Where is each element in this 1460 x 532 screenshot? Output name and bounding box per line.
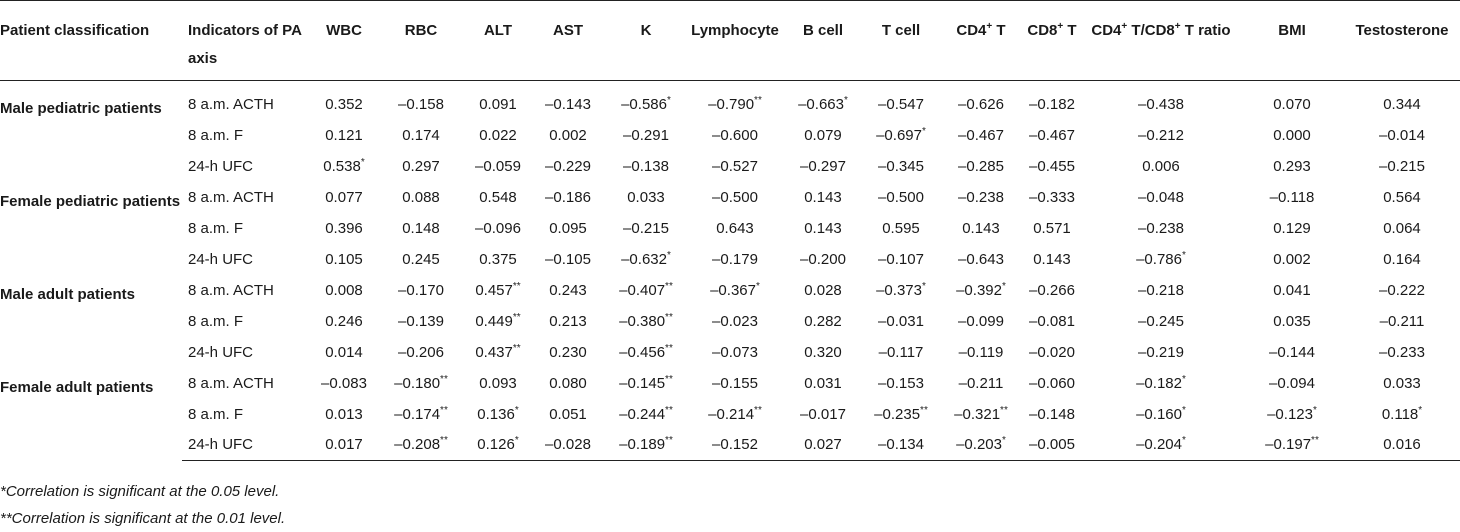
value-cell: –0.321** xyxy=(954,404,1008,423)
significance-marker: ** xyxy=(440,373,448,385)
value-cell: –0.235** xyxy=(874,404,928,423)
significance-marker: ** xyxy=(920,404,928,416)
column-header: AST xyxy=(530,1,606,81)
indicator-cell: 8 a.m. ACTH xyxy=(188,188,274,206)
value-cell: 0.006 xyxy=(1142,157,1180,175)
value-cell: 0.164 xyxy=(1383,250,1421,268)
significance-marker: * xyxy=(1001,280,1006,292)
significance-marker: * xyxy=(1181,404,1186,416)
table-row xyxy=(0,213,1460,244)
table-row xyxy=(0,275,1460,306)
value-cell: –0.467 xyxy=(958,126,1004,144)
value-cell: –0.182* xyxy=(1136,373,1186,392)
value-cell: –0.203* xyxy=(940,430,1022,461)
value-cell: –0.632* xyxy=(621,249,671,268)
value-cell: –0.179 xyxy=(712,250,758,268)
value-cell: 0.064 xyxy=(1383,219,1421,237)
table-row xyxy=(0,89,1460,120)
value-cell: –0.407** xyxy=(619,280,673,299)
value-cell: –0.174** xyxy=(394,404,448,423)
significance-marker: ** xyxy=(665,342,673,354)
value-cell: –0.148 xyxy=(1029,405,1075,423)
value-cell: –0.117 xyxy=(878,343,924,361)
value-cell: 0.017 xyxy=(312,430,376,461)
value-cell: –0.626 xyxy=(958,95,1004,113)
significance-marker: * xyxy=(1181,435,1186,447)
group-label: Male pediatric patients xyxy=(0,99,162,117)
significance-marker: * xyxy=(1001,435,1006,447)
value-cell: –0.380** xyxy=(619,311,673,330)
value-cell: 0.121 xyxy=(325,126,363,144)
value-cell: 0.136* xyxy=(477,404,519,423)
value-cell: –0.014 xyxy=(1379,126,1425,144)
value-cell: –0.211 xyxy=(958,374,1004,392)
value-cell: 0.002 xyxy=(1273,250,1311,268)
value-cell: –0.345 xyxy=(878,157,924,175)
column-header: Testosterone xyxy=(1344,1,1460,81)
value-cell: –0.218 xyxy=(1138,281,1184,299)
value-cell: 0.105 xyxy=(325,250,363,268)
value-cell: –0.017 xyxy=(800,405,846,423)
value-cell: 0.457** xyxy=(475,280,521,299)
value-cell: 0.033 xyxy=(627,188,665,206)
value-cell: 0.213 xyxy=(549,312,587,330)
value-cell: 0.118* xyxy=(1381,404,1423,423)
value-cell: 0.035 xyxy=(1273,312,1311,330)
value-cell: 0.564 xyxy=(1383,188,1421,206)
value-cell: –0.373* xyxy=(876,280,926,299)
value-cell: –0.186 xyxy=(545,188,591,206)
indicator-cell: 24-h UFC xyxy=(188,157,254,175)
value-cell: –0.180** xyxy=(394,373,448,392)
value-cell: 0.126* xyxy=(466,430,530,461)
value-cell: –0.438 xyxy=(1138,95,1184,113)
value-cell: 0.013 xyxy=(325,405,363,423)
table-body xyxy=(0,81,1460,461)
value-cell: –0.547 xyxy=(878,95,924,113)
significance-marker: ** xyxy=(665,373,673,385)
significance-marker: * xyxy=(921,125,926,137)
value-cell: 0.143 xyxy=(804,188,842,206)
value-cell: 0.051 xyxy=(549,405,587,423)
significance-marker: ** xyxy=(754,94,762,106)
significance-marker: ** xyxy=(440,435,448,447)
value-cell: –0.238 xyxy=(958,188,1004,206)
value-cell: –0.219 xyxy=(1138,343,1184,361)
significance-marker: * xyxy=(666,94,671,106)
value-cell: –0.211 xyxy=(1379,312,1425,330)
significance-marker: ** xyxy=(1000,404,1008,416)
value-cell: –0.244** xyxy=(619,404,673,423)
value-cell: –0.094 xyxy=(1269,374,1315,392)
header-row xyxy=(0,1,1460,81)
column-header: BMI xyxy=(1240,1,1344,81)
value-cell: 0.008 xyxy=(325,281,363,299)
value-cell: 0.449** xyxy=(475,311,521,330)
value-cell: –0.500 xyxy=(878,188,924,206)
value-cell: 0.002 xyxy=(549,126,587,144)
column-header: WBC xyxy=(312,1,376,81)
value-cell: 0.352 xyxy=(325,95,363,113)
table-row xyxy=(0,151,1460,182)
value-cell: –0.197** xyxy=(1240,430,1344,461)
significance-marker: ** xyxy=(512,280,521,292)
significance-marker: ** xyxy=(665,435,673,447)
value-cell: –0.291 xyxy=(623,126,669,144)
value-cell: –0.697* xyxy=(876,125,926,144)
value-cell: 0.080 xyxy=(549,374,587,392)
value-cell: 0.000 xyxy=(1273,126,1311,144)
value-cell: 0.129 xyxy=(1273,219,1311,237)
column-header: Indicators of PA axis xyxy=(182,1,312,81)
value-cell: –0.790** xyxy=(708,94,762,113)
column-header: RBC xyxy=(376,1,466,81)
table-row xyxy=(0,120,1460,151)
value-cell: –0.204* xyxy=(1082,430,1240,461)
significance-marker: * xyxy=(1181,373,1186,385)
column-header: Patient classification xyxy=(0,1,182,81)
value-cell: –0.020 xyxy=(1029,343,1075,361)
column-header: CD8+ T xyxy=(1022,1,1082,81)
value-cell: –0.096 xyxy=(475,219,521,237)
value-cell: –0.023 xyxy=(712,312,758,330)
value-cell: 0.091 xyxy=(479,95,517,113)
value-cell: 0.028 xyxy=(804,281,842,299)
value-cell: 0.041 xyxy=(1273,281,1311,299)
value-cell: –0.266 xyxy=(1029,281,1075,299)
value-cell: 0.031 xyxy=(804,374,842,392)
indicator-cell: 8 a.m. F xyxy=(188,405,244,423)
value-cell: –0.182 xyxy=(1029,95,1075,113)
column-header: CD4+ T/CD8+ T ratio xyxy=(1082,1,1240,81)
value-cell: 0.297 xyxy=(402,157,440,175)
value-cell: –0.158 xyxy=(398,95,444,113)
column-header: K xyxy=(606,1,686,81)
value-cell: –0.392* xyxy=(956,280,1006,299)
value-cell: –0.083 xyxy=(321,374,367,392)
value-cell: –0.367* xyxy=(710,280,760,299)
value-cell: 0.143 xyxy=(804,219,842,237)
column-header: CD4+ T xyxy=(940,1,1022,81)
value-cell: –0.200 xyxy=(800,250,846,268)
value-cell: –0.060 xyxy=(1029,374,1075,392)
value-cell: –0.215 xyxy=(1379,157,1425,175)
value-cell: –0.206 xyxy=(398,343,444,361)
value-cell: 0.014 xyxy=(325,343,363,361)
footnote-p01: **Correlation is significant at the 0.01 level. xyxy=(0,510,286,527)
significance-marker: ** xyxy=(754,404,762,416)
value-cell: –0.152 xyxy=(686,430,784,461)
value-cell: 0.320 xyxy=(804,343,842,361)
value-cell: –0.586* xyxy=(621,94,671,113)
table-row xyxy=(0,306,1460,337)
significance-marker: ** xyxy=(440,404,448,416)
significance-marker: * xyxy=(1418,404,1423,416)
value-cell: –0.160* xyxy=(1136,404,1186,423)
footnote-p05: *Correlation is significant at the 0.05 level. xyxy=(0,483,280,500)
value-cell: 0.077 xyxy=(325,188,363,206)
value-cell: 0.174 xyxy=(402,126,440,144)
indicator-cell: 8 a.m. F xyxy=(188,312,244,330)
value-cell: 0.093 xyxy=(479,374,517,392)
value-cell: –0.005 xyxy=(1022,430,1082,461)
value-cell: –0.500 xyxy=(712,188,758,206)
value-cell: –0.643 xyxy=(958,250,1004,268)
value-cell: 0.027 xyxy=(784,430,862,461)
value-cell: 0.595 xyxy=(882,219,920,237)
value-cell: –0.233 xyxy=(1379,343,1425,361)
value-cell: 0.548 xyxy=(479,188,517,206)
value-cell: –0.028 xyxy=(530,430,606,461)
table-row xyxy=(0,430,1460,461)
value-cell: 0.016 xyxy=(1344,430,1460,461)
significance-marker: * xyxy=(843,94,848,106)
table-row xyxy=(0,368,1460,399)
value-cell: 0.437** xyxy=(475,342,521,361)
value-cell: –0.031 xyxy=(878,312,924,330)
value-cell: –0.134 xyxy=(862,430,940,461)
value-cell: 0.245 xyxy=(402,250,440,268)
value-cell: –0.527 xyxy=(712,157,758,175)
value-cell: –0.145** xyxy=(619,373,673,392)
value-cell: –0.138 xyxy=(623,157,669,175)
value-cell: –0.139 xyxy=(398,312,444,330)
value-cell: –0.107 xyxy=(878,250,924,268)
value-cell: 0.230 xyxy=(549,343,587,361)
column-header: Lymphocyte xyxy=(686,1,784,81)
value-cell: 0.243 xyxy=(549,281,587,299)
value-cell: –0.143 xyxy=(545,95,591,113)
value-cell: –0.170 xyxy=(398,281,444,299)
value-cell: –0.212 xyxy=(1138,126,1184,144)
significance-marker: * xyxy=(921,280,926,292)
value-cell: 0.538* xyxy=(323,156,365,175)
value-cell: 0.643 xyxy=(716,219,754,237)
significance-marker: * xyxy=(514,404,519,416)
indicator-cell: 8 a.m. F xyxy=(188,219,244,237)
value-cell: 0.143 xyxy=(1033,250,1071,268)
value-cell: 0.095 xyxy=(549,219,587,237)
value-cell: –0.456** xyxy=(619,342,673,361)
table-row xyxy=(0,337,1460,368)
value-cell: –0.214** xyxy=(708,404,762,423)
value-cell: –0.118 xyxy=(1269,188,1315,206)
indicator-cell: 24-h UFC xyxy=(182,430,312,461)
significance-marker: * xyxy=(514,435,519,447)
indicator-cell: 8 a.m. F xyxy=(188,126,244,144)
value-cell: –0.155 xyxy=(712,374,758,392)
value-cell: 0.079 xyxy=(804,126,842,144)
table-row xyxy=(0,399,1460,430)
value-cell: 0.143 xyxy=(962,219,1000,237)
value-cell: 0.375 xyxy=(479,250,517,268)
column-header: ALT xyxy=(466,1,530,81)
value-cell: 0.282 xyxy=(804,312,842,330)
value-cell: 0.148 xyxy=(402,219,440,237)
value-cell: –0.297 xyxy=(800,157,846,175)
value-cell: –0.600 xyxy=(712,126,758,144)
group-label: Female adult patients xyxy=(0,378,154,396)
value-cell: 0.293 xyxy=(1273,157,1311,175)
significance-marker: ** xyxy=(512,311,521,323)
significance-marker: * xyxy=(360,156,365,168)
value-cell: –0.663* xyxy=(798,94,848,113)
table-row xyxy=(0,182,1460,213)
significance-marker: ** xyxy=(1311,435,1319,447)
value-cell: –0.222 xyxy=(1379,281,1425,299)
value-cell: –0.099 xyxy=(958,312,1004,330)
value-cell: –0.105 xyxy=(545,250,591,268)
indicator-cell: 24-h UFC xyxy=(188,343,254,361)
value-cell: –0.238 xyxy=(1138,219,1184,237)
value-cell: 0.344 xyxy=(1383,95,1421,113)
indicator-cell: 8 a.m. ACTH xyxy=(188,374,274,392)
value-cell: –0.229 xyxy=(545,157,591,175)
footnotes xyxy=(0,478,285,532)
column-header: B cell xyxy=(784,1,862,81)
value-cell: –0.073 xyxy=(712,343,758,361)
column-header: T cell xyxy=(862,1,940,81)
indicator-cell: 8 a.m. ACTH xyxy=(188,95,274,113)
indicator-cell: 8 a.m. ACTH xyxy=(188,281,274,299)
group-label: Male adult patients xyxy=(0,285,136,303)
value-cell: 0.033 xyxy=(1383,374,1421,392)
value-cell: 0.022 xyxy=(479,126,517,144)
value-cell: –0.123* xyxy=(1267,404,1317,423)
significance-marker: ** xyxy=(512,342,521,354)
value-cell: –0.048 xyxy=(1138,188,1184,206)
spacer-row xyxy=(0,81,1460,89)
value-cell: –0.786* xyxy=(1136,249,1186,268)
significance-marker: ** xyxy=(665,404,673,416)
table-row xyxy=(0,244,1460,275)
value-cell: –0.467 xyxy=(1029,126,1075,144)
value-cell: –0.189** xyxy=(606,430,686,461)
significance-marker: * xyxy=(1312,404,1317,416)
significance-marker: ** xyxy=(665,280,673,292)
value-cell: 0.088 xyxy=(402,188,440,206)
value-cell: –0.285 xyxy=(958,157,1004,175)
significance-marker: * xyxy=(666,249,671,261)
value-cell: –0.245 xyxy=(1138,312,1184,330)
value-cell: –0.059 xyxy=(475,157,521,175)
value-cell: –0.119 xyxy=(958,343,1004,361)
value-cell: –0.333 xyxy=(1029,188,1075,206)
value-cell: 0.246 xyxy=(325,312,363,330)
value-cell: –0.081 xyxy=(1029,312,1075,330)
value-cell: –0.215 xyxy=(623,219,669,237)
value-cell: 0.571 xyxy=(1033,219,1071,237)
value-cell: 0.396 xyxy=(325,219,363,237)
value-cell: –0.208** xyxy=(376,430,466,461)
group-label: Female pediatric patients xyxy=(0,192,181,210)
value-cell: –0.455 xyxy=(1029,157,1075,175)
significance-marker: * xyxy=(1181,249,1186,261)
table-header xyxy=(0,1,1460,81)
significance-marker: * xyxy=(755,280,760,292)
value-cell: –0.153 xyxy=(878,374,924,392)
value-cell: –0.144 xyxy=(1269,343,1315,361)
significance-marker: ** xyxy=(665,311,673,323)
value-cell: 0.070 xyxy=(1273,95,1311,113)
indicator-cell: 24-h UFC xyxy=(188,250,254,268)
